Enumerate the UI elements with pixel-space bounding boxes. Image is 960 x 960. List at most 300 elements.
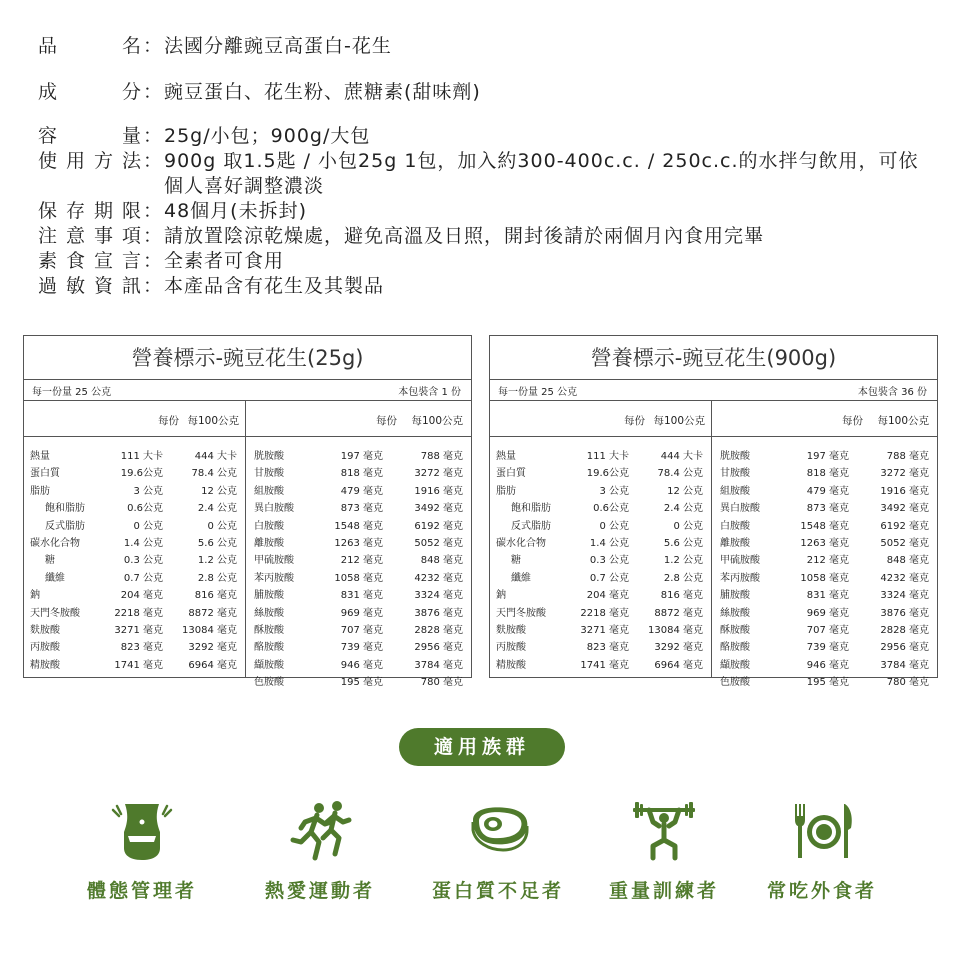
usage-line-2: 個人喜好調整濃淡 [164, 175, 325, 197]
info-label [38, 224, 142, 249]
info-label [38, 80, 142, 105]
value-per-serving: 823 毫克 [586, 642, 629, 654]
value-per-100g: 3324 毫克 [414, 590, 463, 602]
group-label: 常吃外食者 [766, 880, 877, 902]
target-groups-badge: 適用族群 [399, 728, 565, 766]
value-per-serving: 3 公克 [133, 485, 163, 497]
label-char: 限 [121, 200, 142, 222]
nutrient-row [24, 567, 245, 584]
value-per-serving: 1263 毫克 [800, 537, 849, 549]
value-per-serving: 2218 毫克 [114, 607, 163, 619]
nutrient-name: 異白胺酸 [254, 503, 294, 515]
nutrient-name: 脂肪 [496, 485, 516, 497]
column-header [490, 401, 711, 437]
value-per-100g: 816 毫克 [660, 590, 703, 602]
value-per-serving: 818 毫克 [340, 468, 383, 480]
value-per-serving: 195 毫克 [340, 677, 383, 689]
value-per-serving: 0 公克 [599, 520, 629, 532]
runners-icon [285, 800, 355, 862]
value-per-100g: 444 大卡 [194, 451, 237, 462]
nutrient-row [490, 480, 711, 497]
label-char: 素 [38, 250, 59, 272]
value-per-serving: 831 毫克 [340, 590, 383, 602]
nutrient-name: 甘胺酸 [254, 468, 284, 480]
nutrient-row [246, 636, 471, 653]
label-char: 期 [93, 200, 114, 222]
nutrient-rows [712, 437, 937, 688]
label-char: 保 [38, 200, 59, 222]
serving-row [490, 380, 937, 401]
value-per-serving: 19.6公克 [586, 468, 629, 480]
label-char: 量 [121, 125, 142, 147]
nutrient-row [490, 532, 711, 549]
value-per-serving: 111 大卡 [586, 451, 629, 462]
nutrient-name: 麩胺酸 [496, 624, 526, 636]
label-char: 注 [38, 225, 59, 247]
value-per-100g: 13084 毫克 [182, 624, 237, 636]
nutrient-row [490, 654, 711, 671]
nutrient-row [712, 445, 937, 462]
nutrient-row [246, 497, 471, 514]
value-per-serving: 204 毫克 [586, 590, 629, 602]
value-per-100g: 2.4 公克 [663, 503, 703, 515]
nutrient-name: 胱胺酸 [720, 451, 750, 462]
serving-size: 每一份量 25 公克 [498, 386, 578, 398]
value-per-100g: 848 毫克 [420, 555, 463, 567]
nutrient-name: 苯丙胺酸 [254, 572, 294, 584]
nutrient-name: 組胺酸 [254, 485, 284, 497]
nutrient-name: 離胺酸 [720, 537, 750, 549]
info-row-usage [38, 149, 938, 199]
value-per-100g: 1916 毫克 [414, 485, 463, 497]
label-char: 法 [121, 150, 142, 172]
value-per-serving: 3 公克 [599, 485, 629, 497]
nutrient-name: 異白胺酸 [720, 503, 760, 515]
label-char: 言 [121, 250, 142, 272]
nutrient-row [246, 445, 471, 462]
nutrient-name: 碳水化合物 [30, 537, 80, 549]
value-per-serving: 0.7 公克 [589, 572, 629, 584]
value-per-serving: 0.3 公克 [589, 555, 629, 567]
value-per-100g: 6964 毫克 [654, 659, 703, 671]
nutrient-row [24, 515, 245, 532]
value-per-serving: 0.3 公克 [123, 555, 163, 567]
info-label [38, 199, 142, 224]
value-per-100g: 6964 毫克 [188, 659, 237, 671]
value-per-serving: 1058 毫克 [800, 572, 849, 584]
servings-per-pack: 本包裝含 1 份 [398, 386, 461, 398]
nutrient-name: 纖維 [45, 572, 65, 584]
nutrient-row [24, 462, 245, 479]
nutrition-columns [24, 401, 471, 689]
nutrient-row [490, 584, 711, 601]
info-label [38, 124, 142, 149]
nutrient-name: 酪胺酸 [254, 642, 284, 654]
value-per-100g: 12 公克 [201, 485, 237, 497]
nutrient-row [246, 654, 471, 671]
value-per-serving: 1548 毫克 [334, 520, 383, 532]
value-per-serving: 873 毫克 [806, 503, 849, 515]
nutrient-name: 甲硫胺酸 [720, 555, 760, 567]
header-per-serving: 每份 [158, 415, 179, 427]
value-per-serving: 1.4 公克 [589, 537, 629, 549]
info-colon: ： [142, 275, 163, 297]
value-per-100g: 3784 毫克 [414, 659, 463, 671]
header-per-serving: 每份 [624, 415, 645, 427]
nutrient-name: 甘胺酸 [720, 468, 750, 480]
label-char: 使 [38, 150, 59, 172]
value-per-100g: 5.6 公克 [197, 537, 237, 549]
nutrient-name: 酥胺酸 [254, 624, 284, 636]
value-per-serving: 946 毫克 [340, 659, 383, 671]
value-per-serving: 111 大卡 [120, 451, 163, 462]
value-per-100g: 848 毫克 [886, 555, 929, 567]
value-per-serving: 946 毫克 [806, 659, 849, 671]
nutrient-name: 熱量 [30, 451, 50, 462]
info-colon: ： [142, 35, 163, 57]
nutrient-name: 苯丙胺酸 [720, 572, 760, 584]
vegan-statement: 全素者可食用 [164, 250, 285, 272]
value-per-100g: 3876 毫克 [880, 607, 929, 619]
label-char: 分 [121, 81, 142, 103]
value-per-100g: 780 毫克 [420, 677, 463, 689]
column-header [246, 401, 471, 437]
nutrient-row [490, 602, 711, 619]
info-label [38, 249, 142, 274]
value-per-serving: 739 毫克 [340, 642, 383, 654]
nutrient-name: 脯胺酸 [254, 590, 284, 602]
nutrient-name: 天門冬胺酸 [30, 607, 80, 619]
value-per-100g: 2.8 公克 [663, 572, 703, 584]
value-per-100g: 3292 毫克 [188, 642, 237, 654]
nutrient-name: 甲硫胺酸 [254, 555, 294, 567]
value-per-serving: 707 毫克 [340, 624, 383, 636]
nutrient-row [712, 671, 937, 688]
servings-per-pack: 本包裝含 36 份 [857, 386, 927, 398]
nutrient-row [24, 497, 245, 514]
nutrient-name: 糖 [45, 555, 55, 567]
nutrient-row [712, 532, 937, 549]
steak-icon [463, 800, 533, 862]
product-name: 法國分離豌豆高蛋白-花生 [164, 35, 392, 57]
info-row-name [38, 34, 938, 59]
value-per-100g: 5.6 公克 [663, 537, 703, 549]
nutrient-name: 反式脂肪 [511, 520, 551, 532]
nutrient-name: 蛋白質 [30, 468, 60, 480]
value-per-serving: 1741 毫克 [580, 659, 629, 671]
left-nutrient-column [490, 401, 712, 677]
nutrient-name: 酥胺酸 [720, 624, 750, 636]
value-per-100g: 3492 毫克 [880, 503, 929, 515]
value-per-serving: 195 毫克 [806, 677, 849, 689]
nutrient-name: 絲胺酸 [720, 607, 750, 619]
value-per-100g: 6192 毫克 [414, 520, 463, 532]
nutrient-name: 離胺酸 [254, 537, 284, 549]
panel-title: 營養標示-豌豆花生(25g) [24, 336, 471, 380]
panel-title: 營養標示-豌豆花生(900g) [490, 336, 937, 380]
value-per-serving: 2218 毫克 [580, 607, 629, 619]
usage-line-1: 900g 取1.5匙 / 小包25g 1包，加入約300-400c.c. / 250c.c.的水拌勻飲用，可依 [164, 150, 919, 172]
value-per-serving: 873 毫克 [340, 503, 383, 515]
value-per-serving: 3271 毫克 [580, 624, 629, 636]
nutrient-row [490, 549, 711, 566]
value-per-serving: 3271 毫克 [114, 624, 163, 636]
allergen-info: 本產品含有花生及其製品 [164, 275, 385, 297]
nutrient-row [24, 636, 245, 653]
header-per-100g: 每100公克 [411, 415, 463, 427]
nutrient-name: 脂肪 [30, 485, 50, 497]
nutrient-name: 胱胺酸 [254, 451, 284, 462]
value-per-100g: 8872 毫克 [188, 607, 237, 619]
group-label: 體態管理者 [86, 880, 197, 902]
value-per-serving: 19.6公克 [120, 468, 163, 480]
nutrient-name: 天門冬胺酸 [496, 607, 546, 619]
ingredients: 豌豆蛋白、花生粉、蔗糖素(甜味劑) [164, 81, 481, 103]
nutrient-name: 丙胺酸 [496, 642, 526, 654]
value-per-100g: 2828 毫克 [880, 624, 929, 636]
info-label [38, 34, 142, 59]
nutrient-name: 碳水化合物 [496, 537, 546, 549]
nutrient-row [712, 480, 937, 497]
label-char: 成 [38, 81, 59, 103]
info-colon: ： [142, 250, 163, 272]
nutrient-row [246, 515, 471, 532]
value-per-100g: 2828 毫克 [414, 624, 463, 636]
value-per-100g: 3272 毫克 [880, 468, 929, 480]
nutrient-row [490, 497, 711, 514]
nutrient-row [246, 532, 471, 549]
value-per-serving: 1548 毫克 [800, 520, 849, 532]
value-per-serving: 969 毫克 [806, 607, 849, 619]
nutrient-row [24, 584, 245, 601]
waist-icon [107, 800, 177, 862]
value-per-100g: 6192 毫克 [880, 520, 929, 532]
value-per-100g: 3784 毫克 [880, 659, 929, 671]
nutrient-row [246, 671, 471, 688]
header-per-100g: 每100公克 [877, 415, 929, 427]
info-row-allergen [38, 274, 938, 299]
right-nutrient-column [712, 401, 937, 689]
column-header [24, 401, 245, 437]
label-char: 項 [121, 225, 142, 247]
nutrition-panel-25g [23, 335, 472, 689]
value-per-100g: 3272 毫克 [414, 468, 463, 480]
value-per-100g: 788 毫克 [420, 451, 463, 462]
nutrient-row [712, 549, 937, 566]
nutrient-name: 鈉 [496, 590, 506, 602]
label-char: 敏 [65, 275, 86, 297]
value-per-100g: 2.4 公克 [197, 503, 237, 515]
header-per-100g: 每100公克 [653, 415, 705, 427]
group-sports-lovers [250, 800, 390, 903]
nutrient-name: 鈉 [30, 590, 40, 602]
nutrient-name: 糖 [511, 555, 521, 567]
nutrition-panel-900g [489, 335, 938, 689]
value-per-serving: 1741 毫克 [114, 659, 163, 671]
value-per-100g: 5052 毫克 [880, 537, 929, 549]
nutrient-row [246, 549, 471, 566]
nutrient-name: 精胺酸 [30, 659, 60, 671]
value-per-100g: 3292 毫克 [654, 642, 703, 654]
label-char: 資 [93, 275, 114, 297]
value-per-serving: 0.6公克 [593, 503, 629, 515]
label-char: 用 [65, 150, 86, 172]
header-per-100g: 每100公克 [187, 415, 239, 427]
value-per-serving: 707 毫克 [806, 624, 849, 636]
right-nutrient-column [246, 401, 471, 689]
label-char: 過 [38, 275, 59, 297]
info-colon: ： [142, 150, 163, 172]
nutrient-row [490, 462, 711, 479]
value-per-100g: 816 毫克 [194, 590, 237, 602]
value-per-100g: 5052 毫克 [414, 537, 463, 549]
value-per-serving: 0.6公克 [127, 503, 163, 515]
nutrient-row [712, 602, 937, 619]
value-per-100g: 2.8 公克 [197, 572, 237, 584]
nutrient-name: 飽和脂肪 [511, 503, 551, 515]
nutrient-name: 纈胺酸 [720, 659, 750, 671]
left-nutrient-column [24, 401, 246, 677]
nutrient-row [712, 654, 937, 671]
nutrient-row [712, 567, 937, 584]
nutrient-row [246, 462, 471, 479]
value-per-100g: 2956 毫克 [880, 642, 929, 654]
dining-icon [787, 800, 857, 862]
nutrient-row [712, 515, 937, 532]
serving-size: 每一份量 25 公克 [32, 386, 112, 398]
value-per-serving: 197 毫克 [340, 451, 383, 462]
value-per-serving: 818 毫克 [806, 468, 849, 480]
value-per-100g: 1916 毫克 [880, 485, 929, 497]
product-info [38, 34, 938, 299]
value-per-100g: 788 毫克 [886, 451, 929, 462]
nutrient-row [24, 549, 245, 566]
nutrient-row [712, 584, 937, 601]
nutrient-row [246, 602, 471, 619]
header-per-serving: 每份 [376, 415, 397, 427]
nutrient-row [246, 584, 471, 601]
value-per-serving: 479 毫克 [806, 485, 849, 497]
info-row-shelf-life [38, 199, 938, 224]
value-per-serving: 197 毫克 [806, 451, 849, 462]
nutrient-name: 絲胺酸 [254, 607, 284, 619]
label-char: 宣 [93, 250, 114, 272]
nutrient-name: 色胺酸 [720, 677, 750, 689]
nutrient-name: 反式脂肪 [45, 520, 85, 532]
value-per-100g: 3876 毫克 [414, 607, 463, 619]
group-label: 重量訓練者 [608, 880, 719, 902]
value-per-serving: 969 毫克 [340, 607, 383, 619]
value-per-100g: 1.2 公克 [663, 555, 703, 567]
serving-row [24, 380, 471, 401]
label-char: 意 [65, 225, 86, 247]
nutrient-name: 組胺酸 [720, 485, 750, 497]
label-char: 存 [65, 200, 86, 222]
value-per-serving: 739 毫克 [806, 642, 849, 654]
usage [164, 149, 938, 199]
weightlifter-icon [629, 800, 699, 862]
nutrient-rows [246, 437, 471, 688]
nutrient-row [246, 619, 471, 636]
label-char: 事 [93, 225, 114, 247]
nutrient-name: 麩胺酸 [30, 624, 60, 636]
group-weight-training [594, 800, 734, 903]
header-per-serving: 每份 [842, 415, 863, 427]
nutrient-name: 熱量 [496, 451, 516, 462]
group-label: 熱愛運動者 [264, 880, 375, 902]
info-colon: ： [142, 125, 163, 147]
value-per-100g: 0 公克 [207, 520, 237, 532]
value-per-100g: 780 毫克 [886, 677, 929, 689]
value-per-serving: 1.4 公克 [123, 537, 163, 549]
label-char: 名 [121, 35, 142, 57]
info-row-volume [38, 124, 938, 149]
value-per-100g: 1.2 公克 [197, 555, 237, 567]
value-per-100g: 444 大卡 [660, 451, 703, 462]
nutrient-row [490, 636, 711, 653]
value-per-100g: 8872 毫克 [654, 607, 703, 619]
nutrient-name: 纖維 [511, 572, 531, 584]
nutrient-name: 丙胺酸 [30, 642, 60, 654]
nutrient-row [712, 636, 937, 653]
nutrient-name: 酪胺酸 [720, 642, 750, 654]
nutrient-row [712, 462, 937, 479]
info-colon: ： [142, 200, 163, 222]
value-per-100g: 4232 毫克 [414, 572, 463, 584]
group-eating-out [752, 800, 892, 903]
info-row-ingredients [38, 80, 938, 105]
nutrient-name: 飽和脂肪 [45, 503, 85, 515]
volume: 25g/小包；900g/大包 [164, 125, 371, 147]
value-per-serving: 1263 毫克 [334, 537, 383, 549]
value-per-serving: 212 毫克 [340, 555, 383, 567]
nutrient-row [712, 619, 937, 636]
value-per-serving: 823 毫克 [120, 642, 163, 654]
value-per-100g: 3324 毫克 [880, 590, 929, 602]
nutrient-row [490, 445, 711, 462]
nutrient-row [24, 654, 245, 671]
value-per-serving: 479 毫克 [340, 485, 383, 497]
info-label [38, 274, 142, 299]
nutrient-row [246, 567, 471, 584]
nutrient-name: 脯胺酸 [720, 590, 750, 602]
value-per-100g: 0 公克 [673, 520, 703, 532]
value-per-100g: 12 公克 [667, 485, 703, 497]
info-colon: ： [142, 81, 163, 103]
nutrient-name: 精胺酸 [496, 659, 526, 671]
label-char: 容 [38, 125, 59, 147]
nutrient-row [490, 567, 711, 584]
nutrient-rows [24, 437, 245, 671]
nutrient-name: 纈胺酸 [254, 659, 284, 671]
group-body-management [72, 800, 212, 903]
nutrient-name: 白胺酸 [720, 520, 750, 532]
value-per-100g: 78.4 公克 [657, 468, 703, 480]
info-colon: ： [142, 225, 163, 247]
nutrient-row [712, 497, 937, 514]
value-per-serving: 1058 毫克 [334, 572, 383, 584]
nutrient-row [246, 480, 471, 497]
value-per-serving: 0.7 公克 [123, 572, 163, 584]
nutrient-rows [490, 437, 711, 671]
nutrient-name: 白胺酸 [254, 520, 284, 532]
shelf-life: 48個月(未拆封) [164, 200, 308, 222]
nutrient-row [24, 619, 245, 636]
value-per-serving: 212 毫克 [806, 555, 849, 567]
notes: 請放置陰涼乾燥處，避免高溫及日照，開封後請於兩個月內食用完畢 [164, 225, 765, 247]
value-per-serving: 0 公克 [133, 520, 163, 532]
value-per-100g: 4232 毫克 [880, 572, 929, 584]
